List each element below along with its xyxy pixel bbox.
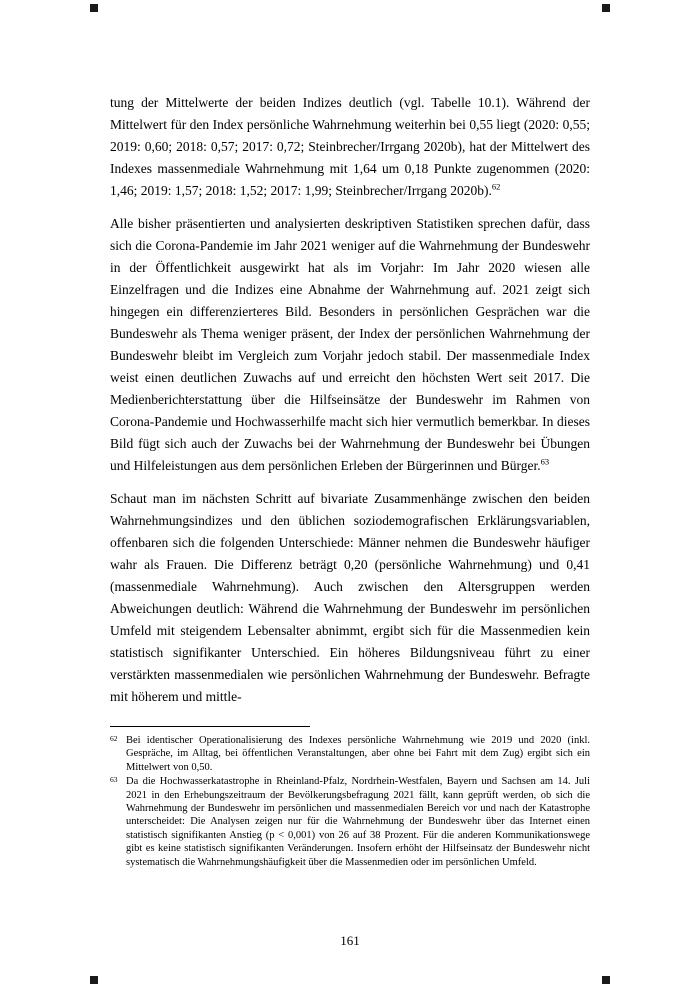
footnote-ref: 62 (491, 181, 501, 192)
crop-mark-bottom-left (90, 976, 98, 984)
paragraph (110, 488, 590, 708)
footnote-marker: 62 (110, 734, 118, 743)
paragraph (110, 213, 590, 477)
document-page-body (110, 92, 590, 719)
paragraph (110, 92, 590, 202)
page-number: 161 (340, 933, 360, 948)
paragraph-text: Schaut man im nächsten Schritt auf bivariate Zusammenhänge zwischen den beiden Wahrnehmungsindizes und den üblichen soziodemografischen Erklärungsvariablen, offenbaren sich die folgenden Unterschiede: Männer nehmen die Bundeswehr häufiger wahr als Frauen. Die Differenz beträgt 0,20 (persönliche Wahrnehmung) und 0,41 (massenmediale Wahrnehmung). Auch zwischen den Altersgruppen werden Abweichungen deutlich: Während die Wahrnehmung der Bundeswehr im persönlichen Umfeld mit steigendem Lebensalter abnimmt, ergibt sich für die Massenmedien kein statistisch signifikanter Unterschied. Ein höheres Bildungsniveau führt zu einer verstärkten massenmedialen wie persönlichen Wahrnehmung der Bundeswehr. Befragte mit höherem und mittle- (110, 491, 590, 704)
footnote (110, 734, 590, 774)
crop-mark-top-right (602, 4, 610, 12)
footnote-separator-rule (110, 726, 310, 727)
paragraph-text: Alle bisher präsentierten und analysierten deskriptiven Statistiken sprechen dafür, dass sich die Corona-Pandemie im Jahr 2021 weniger auf die Wahrnehmung der Bundeswehr in der Öffentlichkeit ausgewirkt hat als im Vorjahr: Im Jahr 2020 wiesen alle Einzelfragen und die Indizes eine Abnahme der Wahrnehmung auf. 2021 zeigt sich hingegen ein differenzierteres Bild. Besonders in persönlichen Gesprächen war die Bundeswehr als Thema weniger präsent, der Index der persönlichen Wahrnehmung der Bundeswehr bleibt im Vergleich zum Vorjahr jedoch stabil. Der massenmediale Index weist einen deutlichen Zuwachs auf und erreicht den höchsten Wert seit 2017. Die Medienberichterstattung über die Hilfseinsätze der Bundeswehr im Rahmen von Corona-Pandemie und Hochwasserhilfe macht sich hier vermutlich bemerkbar. In dieses Bild fügt sich auch der Zuwachs bei der Wahrnehmung der Bundeswehr bei Übungen und Hilfeleistungen aus dem persönlichen Erleben der Bürgerinnen und Bürger. (110, 216, 590, 473)
crop-mark-bottom-right (602, 976, 610, 984)
footnote-section (110, 726, 590, 870)
footnote (110, 775, 590, 869)
crop-mark-top-left (90, 4, 98, 12)
paragraph-text: tung der Mittelwerte der beiden Indizes deutlich (vgl. Tabelle 10.1). Während der Mittelwert für den Index persönliche Wahrnehmung weiterhin bei 0,55 liegt (2020: 0,55; 2019: 0,60; 2018: 0,57; 2017: 0,72; Steinbrecher/Irrgang 2020b), hat der Mittelwert des Indexes massenmediale Wahrnehmung mit 1,64 um 0,18 Punkte zugenommen (2020: 1,46; 2019: 1,57; 2018: 1,52; 2017: 1,99; Steinbrecher/Irrgang 2020b). (110, 95, 590, 198)
footnote-text: Bei identischer Operationalisierung des Indexes persönliche Wahrnehmung wie 2019 und 2020 (inkl. Gespräche, im Alltag, bei öffentlichen Veranstaltungen, aber ohne bei Fahrt mit dem Zug) ergibt sich ein Mittelwert von 0,50. (126, 735, 590, 773)
footnote-text: Da die Hochwasserkatastrophe in Rheinland-Pfalz, Nordrhein-Westfalen, Bayern und Sachsen am 14. Juli 2021 in den Erhebungszeitraum der Bevölkerungsbefragung 2021 fällt, kann geprüft werden, ob sich die Wahrnehmung der Bundeswehr im persönlichen und massenmedialen Bereich vor und nach der Katastrophe unterscheidet: Die Analysen zeigen nur für die Wahrnehmung der Bundeswehr über das Internet einen statistisch signifikanten Anstieg (p < 0,001) von 26 auf 38 Prozent. Für die anderen Kommunikationswege gibt es keine statistisch signifikanten Veränderungen. Insofern erhöht der Hilfseinsatz der Bundeswehr nicht systematisch die Wahrnehmungshäufigkeit über die Massenmedien oder im persönlichen Umfeld. (126, 776, 590, 868)
footnote-marker: 63 (110, 775, 118, 785)
footnote-ref: 63 (540, 456, 550, 467)
